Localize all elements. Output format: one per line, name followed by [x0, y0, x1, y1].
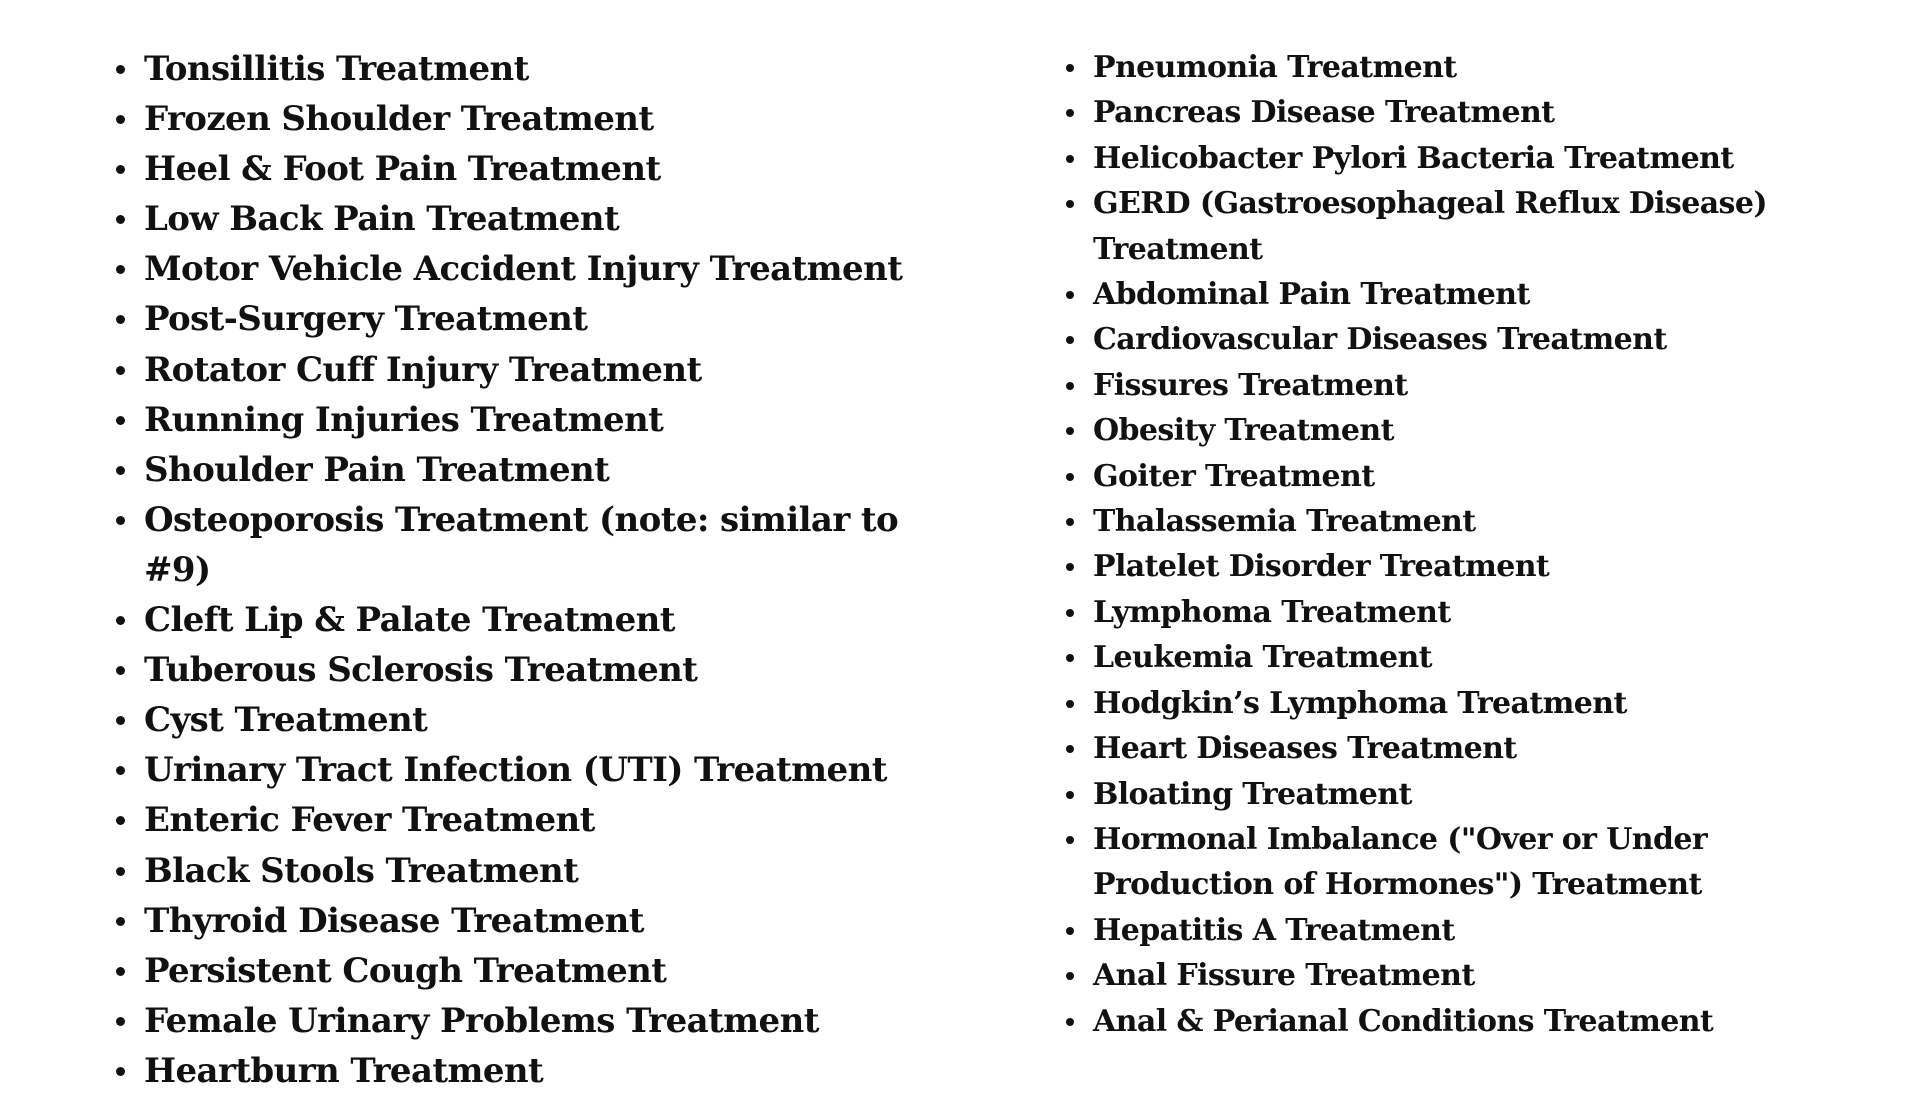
list-item: Rotator Cuff Injury Treatment: [112, 345, 972, 395]
list-item: Osteoporosis Treatment (note: similar to #9): [112, 495, 972, 595]
list-item: Fissures Treatment: [1062, 363, 1862, 408]
list-item: Female Urinary Problems Treatment: [112, 996, 972, 1046]
list-item: Shoulder Pain Treatment: [112, 445, 972, 495]
list-item: Post-Surgery Treatment: [112, 294, 972, 344]
list-item: Cardiovascular Diseases Treatment: [1062, 317, 1862, 362]
list-item: Low Back Pain Treatment: [112, 194, 972, 244]
list-item: Heart Diseases Treatment: [1062, 726, 1862, 771]
list-item: GERD (Gastroesophageal Reflux Disease) Treatment: [1062, 181, 1862, 272]
list-item: Tonsillitis Treatment: [112, 44, 972, 94]
list-item: Abdominal Pain Treatment: [1062, 272, 1862, 317]
list-item: Pancreas Disease Treatment: [1062, 90, 1862, 135]
list-item: Lymphoma Treatment: [1062, 590, 1862, 635]
list-item: Enteric Fever Treatment: [112, 795, 972, 845]
treatment-list-right: [1062, 45, 1862, 1044]
list-item: Pneumonia Treatment: [1062, 45, 1862, 90]
list-item: Heel & Foot Pain Treatment: [112, 144, 972, 194]
list-item: Hepatitis A Treatment: [1062, 908, 1862, 953]
list-item: Anal Fissure Treatment: [1062, 953, 1862, 998]
list-item: Black Stools Treatment: [112, 846, 972, 896]
list-item: Cyst Treatment: [112, 695, 972, 745]
list-item: Helicobacter Pylori Bacteria Treatment: [1062, 136, 1862, 181]
treatment-list-left: [112, 44, 972, 1096]
list-item: Bloating Treatment: [1062, 772, 1862, 817]
list-item: Anal & Perianal Conditions Treatment: [1062, 999, 1862, 1044]
list-item: Obesity Treatment: [1062, 408, 1862, 453]
list-item: Frozen Shoulder Treatment: [112, 94, 972, 144]
list-item: Platelet Disorder Treatment: [1062, 544, 1862, 589]
list-item: Goiter Treatment: [1062, 454, 1862, 499]
list-item: Thyroid Disease Treatment: [112, 896, 972, 946]
list-item: Thalassemia Treatment: [1062, 499, 1862, 544]
list-item: Leukemia Treatment: [1062, 635, 1862, 680]
list-item: Running Injuries Treatment: [112, 395, 972, 445]
list-item: Hormonal Imbalance ("Over or Under Production of Hormones") Treatment: [1062, 817, 1862, 908]
list-item: Motor Vehicle Accident Injury Treatment: [112, 244, 972, 294]
list-item: Cleft Lip & Palate Treatment: [112, 595, 972, 645]
list-item: Persistent Cough Treatment: [112, 946, 972, 996]
list-item: Urinary Tract Infection (UTI) Treatment: [112, 745, 972, 795]
list-item: Heartburn Treatment: [112, 1046, 972, 1096]
list-item: Tuberous Sclerosis Treatment: [112, 645, 972, 695]
list-item: Hodgkin’s Lymphoma Treatment: [1062, 681, 1862, 726]
